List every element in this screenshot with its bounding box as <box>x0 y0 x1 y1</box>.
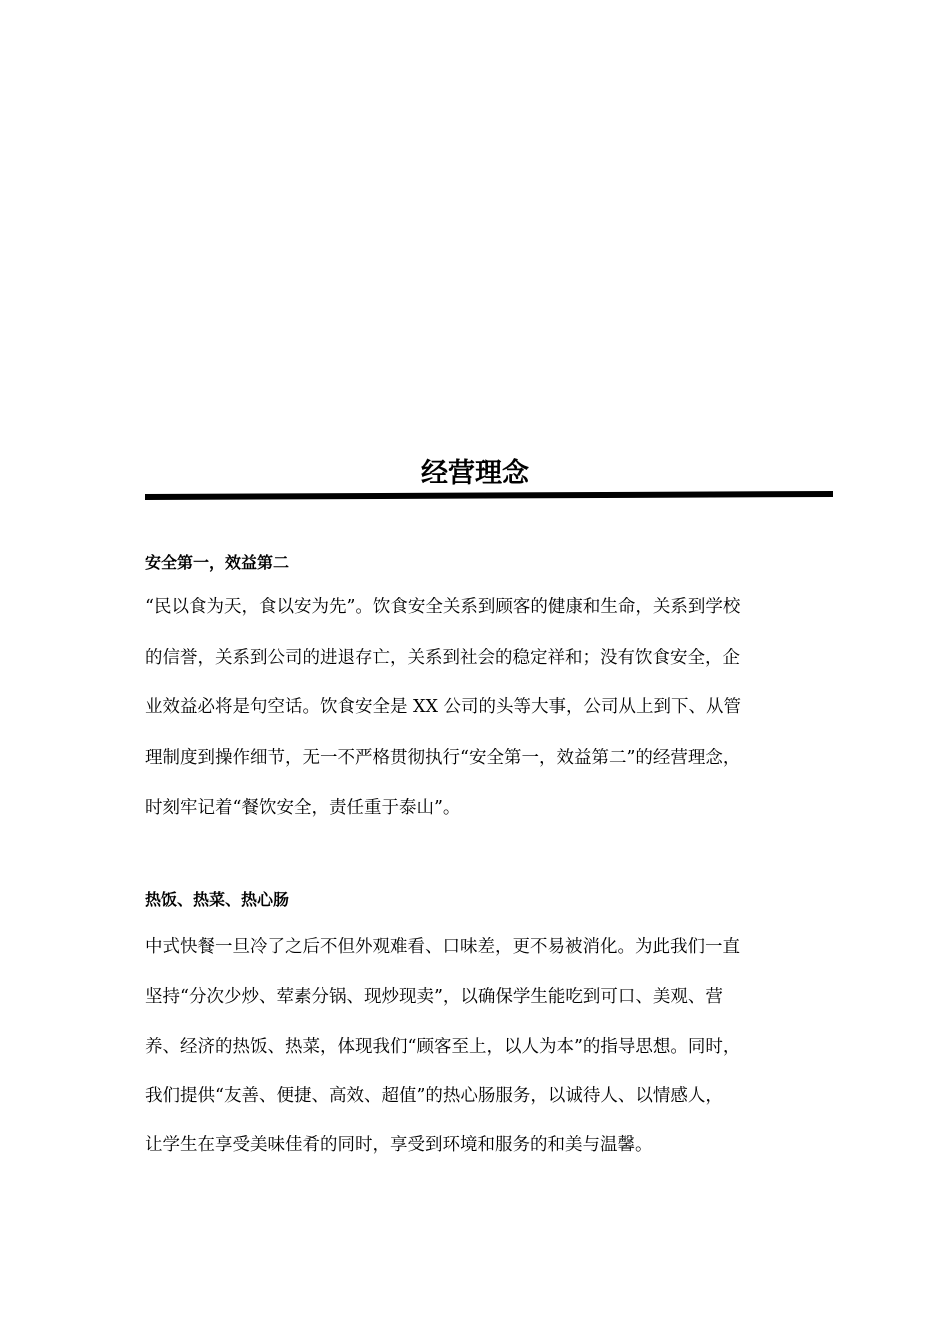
paragraph-line: 我们提供“友善、便捷、高效、超值”的热心肠服务，以诚待人、以情感人， <box>145 1086 723 1106</box>
paragraph-line: 养、经济的热饭、热菜，体现我们“顾客至上，以人为本”的指导思想。同时， <box>145 1037 741 1057</box>
paragraph-line: 让学生在享受美味佳肴的同时，享受到环境和服务的和美与温馨。 <box>145 1135 653 1155</box>
paragraph-line: 业效益必将是句空话。饮食安全是 XX 公司的头等大事，公司从上到下、从管 <box>145 697 742 717</box>
paragraph-line: 的信誉，关系到公司的进退存亡，关系到社会的稳定祥和；没有饮食安全，企 <box>145 648 740 668</box>
paragraph-line: 理制度到操作细节，无一不严格贯彻执行“安全第一，效益第二”的经营理念， <box>145 748 741 768</box>
page-title: 经营理念 <box>421 458 529 489</box>
section-heading: 热饭、热菜、热心肠 <box>145 890 290 909</box>
paragraph-line: 中式快餐一旦冷了之后不但外观难看、口味差，更不易被消化。为此我们一直 <box>145 937 740 957</box>
paragraph-line: “民以食为天，食以安为先”。饮食安全关系到顾客的健康和生命，关系到学校 <box>145 597 741 617</box>
section-heading: 安全第一，效益第二 <box>145 553 290 572</box>
paragraph-line: 坚持“分次少炒、荤素分锅、现炒现卖”，以确保学生能吃到可口、美观、营 <box>145 987 723 1007</box>
paragraph-line: 时刻牢记着“餐饮安全，责任重于泰山”。 <box>145 798 461 818</box>
